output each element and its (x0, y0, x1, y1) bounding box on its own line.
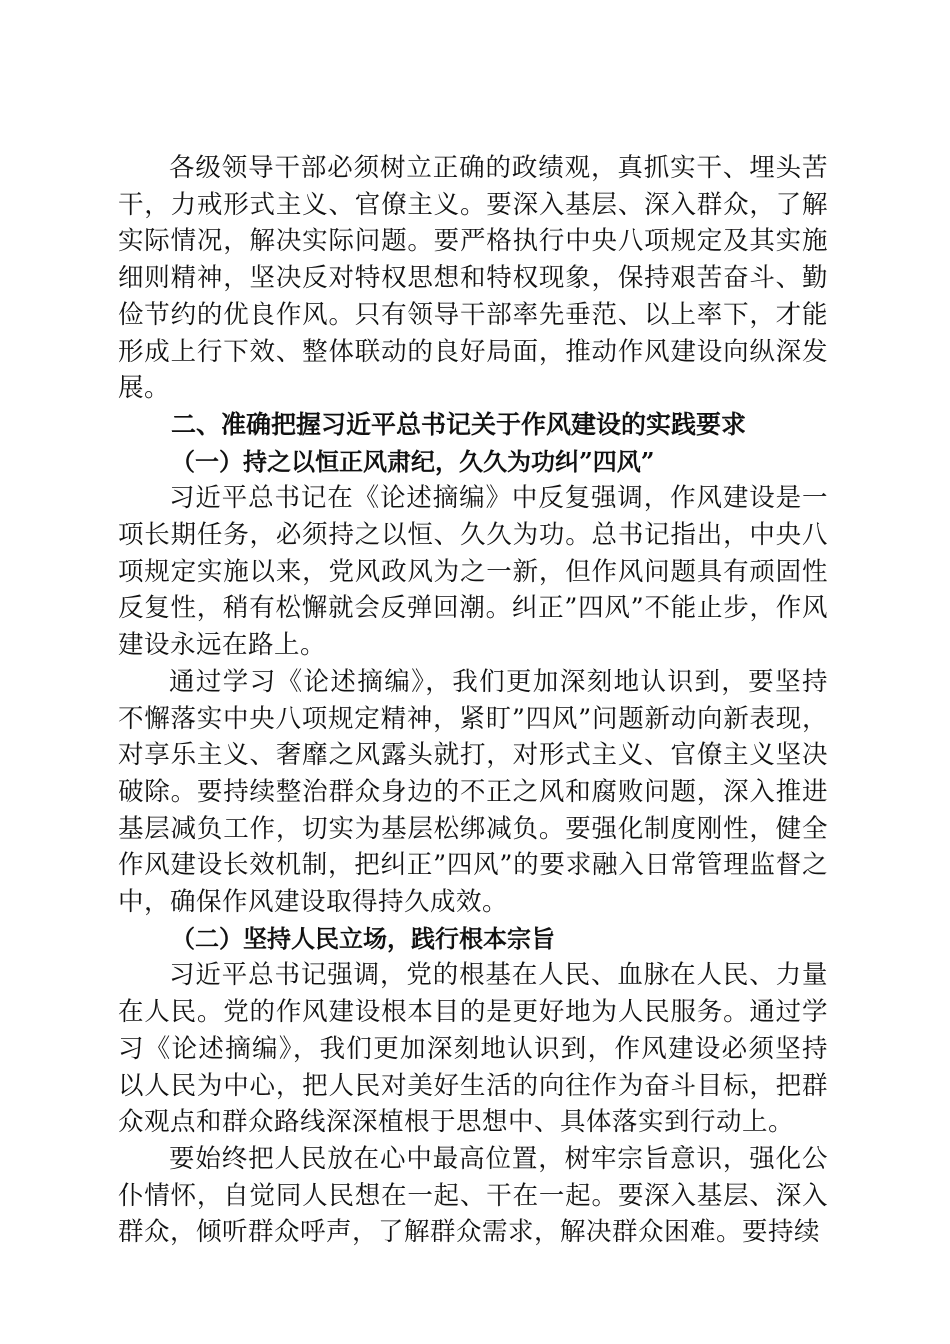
paragraph-serve-people: 要始终把人民放在心中最高位置，树牢宗旨意识，强化公仆情怀，自觉同人民想在一起、干在一起。要深入基层、深入群众，倾听群众呼声，了解群众需求，解决群众困难。要持续 (118, 1143, 828, 1248)
paragraph-long-term-task: 习近平总书记在《论述摘编》中反复强调，作风建设是一项长期任务，必须持之以恒、久久为功。总书记指出，中央八项规定实施以来，党风政风为之一新，但作风问题具有顽固性反复性，稍有松懈就会反弹回潮。纠正”四风”不能止步，作风建设永远在路上。 (118, 483, 828, 661)
document-page (118, 150, 828, 1251)
subheading-two: （二）坚持人民立场，践行根本宗旨 (171, 923, 555, 953)
paragraph-eight-rules: 通过学习《论述摘编》，我们更加深刻地认识到，要坚持不懈落实中央八项规定精神，紧盯”四风”问题新动向新表现，对享乐主义、奢靡之风露头就打，对形式主义、官僚主义坚决破除。要持续整治群众身边的不正之风和腐败问题，深入推进基层减负工作，切实为基层松绑减负。要强化制度刚性，健全作风建设长效机制，把纠正”四风”的要求融入日常管理监督之中，确保作风建设取得持久成效。 (118, 666, 828, 918)
section-heading-two: 二、准确把握习近平总书记关于作风建设的实践要求 (171, 409, 747, 439)
paragraph-people-centered: 习近平总书记强调，党的根基在人民、血脉在人民、力量在人民。党的作风建设根本目的是更好地为人民服务。通过学习《论述摘编》，我们更加深刻地认识到，作风建设必须坚持以人民为中心，把人民对美好生活的向往作为奋斗目标，把群众观点和群众路线深深植根于思想中、具体落实到行动上。 (118, 960, 828, 1138)
paragraph-leadership-conduct: 各级领导干部必须树立正确的政绩观，真抓实干、埋头苦干，力戒形式主义、官僚主义。要深入基层、深入群众，了解实际情况，解决实际问题。要严格执行中央八项规定及其实施细则精神，坚决反对特权思想和特权现象，保持艰苦奋斗、勤俭节约的优良作风。只有领导干部率先垂范、以上率下，才能形成上行下效、整体联动的良好局面，推动作风建设向纵深发展。 (118, 153, 828, 404)
subheading-one: （一）持之以恒正风肃纪，久久为功纠”四风” (171, 446, 655, 476)
